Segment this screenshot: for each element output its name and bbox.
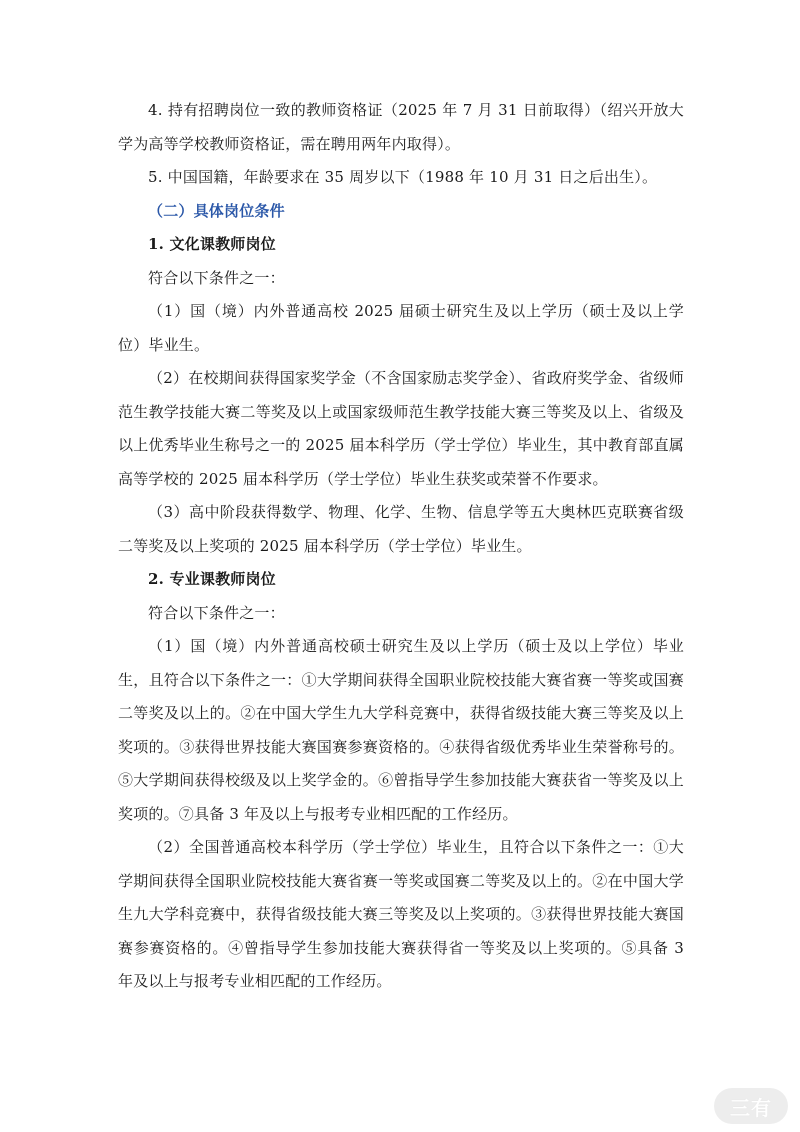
paragraph-culture-condition-2: （2）在校期间获得国家奖学金（不含国家励志奖学金）、省政府奖学金、省级师范生教学技能大赛二等奖及以上或国家级师范生教学技能大赛三等奖及以上、省级及以上优秀毕业生称号之一的 2025 届本科学历（学士学位）毕业生，其中教育部直属高等学校的 2025 届本科学历（学士学位）毕业生获奖或荣誉不作要求。 (118, 369, 684, 488)
subheading-professional-teacher: 2. 专业课教师岗位 (148, 570, 276, 588)
paragraph-professional-condition-2: （2）全国普通高校本科学历（学士学位）毕业生，且符合以下条件之一：①大学期间获得全国职业院校技能大赛省赛一等奖或国赛二等奖及以上的。②在中国大学生九大学科竞赛中，获得省级技能大赛三等奖及以上奖项的。③获得世界技能大赛国赛参赛资格的。④曾指导学生参加技能大赛获得省一等奖及以上奖项的。⑤具备 3 年及以上与报考专业相匹配的工作经历。 (118, 838, 684, 990)
document-body (118, 94, 684, 999)
watermark-label: 三有 (730, 1095, 772, 1120)
paragraph-professional-condition-1: （1）国（境）内外普通高校硕士研究生及以上学历（硕士及以上学位）毕业生，且符合以下条件之一：①大学期间获得全国职业院校技能大赛省赛一等奖或国赛二等奖及以上的。②在中国大学生九大学科竞赛中，获得省级技能大赛三等奖及以上奖项的。③获得世界技能大赛国赛参赛资格的。④获得省级优秀毕业生荣誉称号的。⑤大学期间获得校级及以上奖学金的。⑥曾指导学生参加技能大赛获省一等奖及以上奖项的。⑦具备 3 年及以上与报考专业相匹配的工作经历。 (118, 637, 684, 823)
paragraph-culture-condition-1: （1）国（境）内外普通高校 2025 届硕士研究生及以上学历（硕士及以上学位）毕业生。 (118, 302, 684, 354)
paragraph-teacher-certificate: 4. 持有招聘岗位一致的教师资格证（2025 年 7 月 31 日前取得）（绍兴开放大学为高等学校教师资格证，需在聘用两年内取得）。 (118, 101, 684, 153)
paragraph-culture-condition-3: （3）高中阶段获得数学、物理、化学、生物、信息学等五大奥林匹克联赛省级二等奖及以上奖项的 2025 届本科学历（学士学位）毕业生。 (118, 503, 684, 555)
paragraph-professional-intro: 符合以下条件之一： (148, 603, 285, 622)
paragraph-nationality-age: 5. 中国国籍，年龄要求在 35 周岁以下（1988 年 10 月 31 日之后出生）。 (148, 168, 658, 186)
section-heading-position-conditions: （二）具体岗位条件 (148, 201, 285, 220)
subheading-culture-teacher: 1. 文化课教师岗位 (148, 235, 276, 253)
paragraph-culture-intro: 符合以下条件之一： (148, 268, 285, 287)
watermark-logo (714, 1088, 788, 1124)
